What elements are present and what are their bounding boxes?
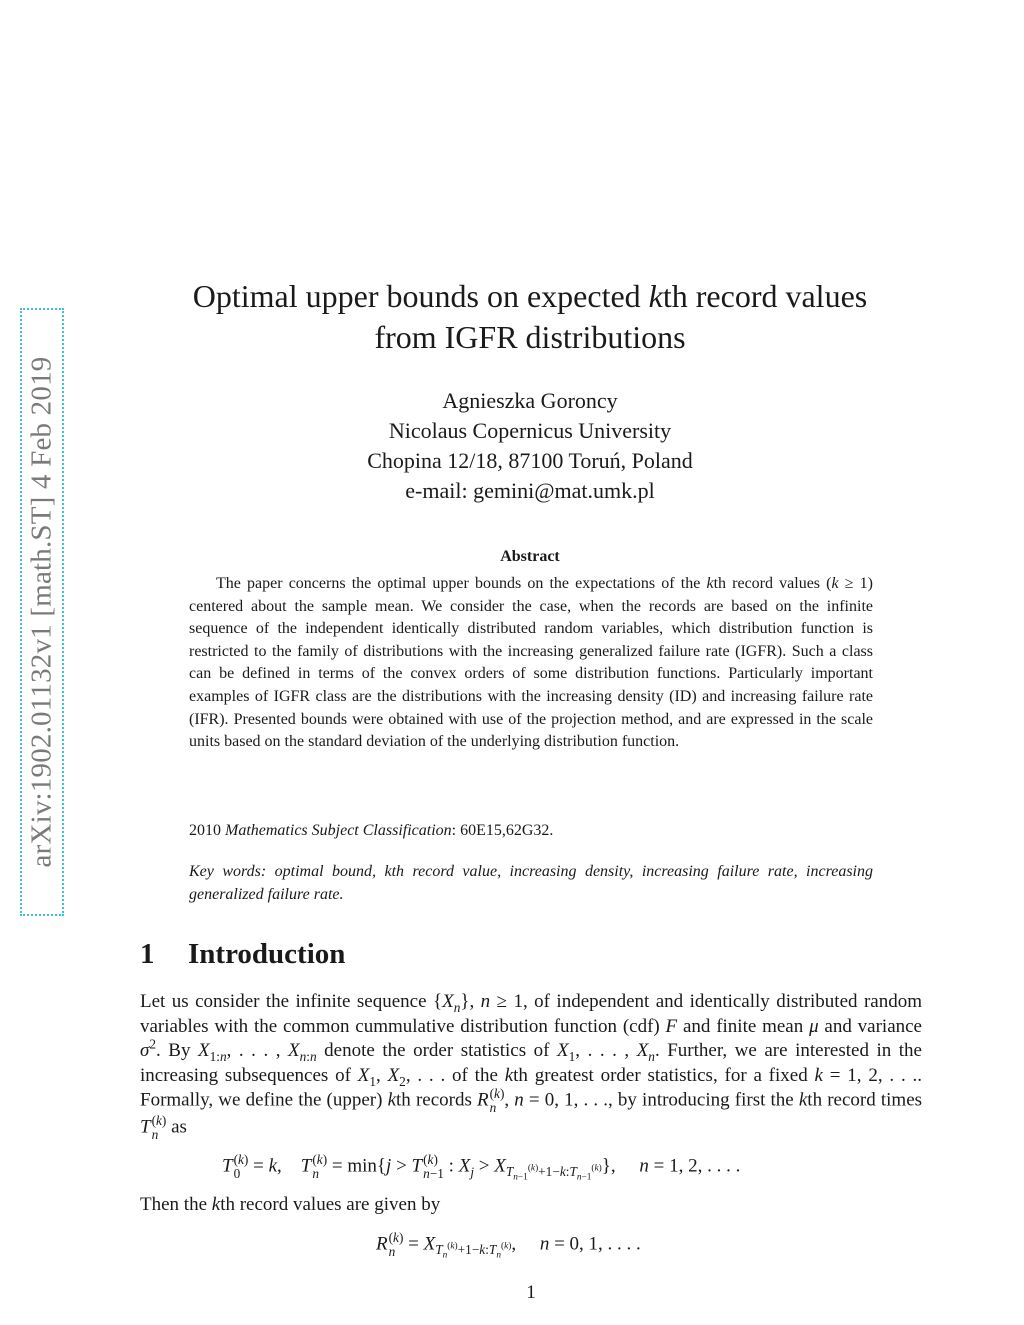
msc-codes: : 60E15,62G32. [451,822,554,839]
msc-label: Mathematics Subject Classification [225,822,452,839]
abstract-text-1: The paper concerns the optimal upper bounds on the expectations of the [216,575,707,592]
title-line1-post: th record values [662,278,868,314]
intro-text: . By [156,1040,199,1061]
record-values-intro-line [140,1194,440,1216]
intro-text: denote the order statistics of [316,1040,558,1061]
title-line2: from IGFR distributions [374,319,686,355]
abstract-text-2: th record values ( [713,575,832,592]
author-address: Chopina 12/18, 87100 Toruń, Poland [367,448,693,473]
section-heading-introduction [140,938,345,971]
intro-text: and finite mean [677,1015,810,1037]
keywords: Key words: optimal bound, kth record value, increasing density, increasing failure rate, increasing generalized failure rate. [189,863,873,903]
arxiv-identifier-text: arXiv:1902.01132v1 [math.ST] 4 Feb 2019 [25,356,58,868]
intro-text: and variance [818,1015,922,1037]
abstract-text-3: ≥ 1) centered about the sample mean. We consider the case, when the records are based on the infinite sequence of the independent identically distributed random variables, which distribution function is restricted to the family of distributions with the increasing generalized failure rate (IGFR). Such a class can be defined in terms of the convex orders of some distribution functions. Particularly important examples of IGFR class are the distributions with the increasing density (ID) and increasing failure rate (IFR). Presented bounds were obtained with use of the projection method, and are expressed in the scale units based on the standard deviation of the underlying distribution function. [189,575,874,751]
intro-text: Let us consider the infinite sequence [140,991,433,1012]
intro-text: of the [445,1064,505,1086]
section-number: 1 [140,938,155,970]
intro-text: . Further, we are interested in the increasing subsequences of [140,1040,922,1086]
equation-record-times: T (k) 0 = k, T (k) n = min{j > T (k) n−1 : $X_j > X_{T_{n-1}^{(k)}+1-k:T_{n-1}^{(k)}}$}, n = 1, 2, . . . . [222,1152,741,1184]
author-name: Agnieszka Goroncy [442,388,618,413]
intro-text: , of independent and identically distributed random variables with the common cummulative distribution function (cdf) [140,991,922,1037]
then-var: k [211,1194,221,1215]
introduction-paragraph: Let us consider the infinite sequence $\{X_n\}$, n ≥ 1, of independent and identically distributed random variables with the common cummulative distribution function (cdf) F and finite mean μ and variance $\sigma^2$. By $X_{1:n}$, . . . , $X_{n:n}$ denote the order statistics of $X_1$, . . . , $X_n$. Further, we are interested in the increasing subsequences of $X_1$, $X_2$, . . . of the kth greatest order statistics, for a fixed k = 1, 2, . . .. Formally, we define the (upper) kth records R (k) n , n = 0, 1, . . ., by introducing first the kth record times T (k) n as [140,991,923,1142]
intro-text: th records [396,1089,477,1111]
title-line1-pre: Optimal upper bounds on expected [192,278,649,314]
intro-text: as [166,1116,187,1138]
intro-text: . Formally, we define the (upper) [140,1064,923,1111]
page-number: 1 [526,1282,536,1303]
section-title: Introduction [188,938,346,970]
title-line1-var: k [648,278,663,314]
intro-text: , by introducing first the [608,1089,799,1111]
author-email: e-mail: gemini@mat.umk.pl [405,478,655,503]
then-pre: Then the [140,1194,212,1215]
msc-year: 2010 [189,822,225,839]
abstract-heading: Abstract [500,548,560,565]
paper-title [140,276,920,358]
abstract-body [189,573,873,754]
equation-record-values: R (k) n = $X_{T_n^{(k)}+1-k:T_n^{(k)}}$, n = 0, 1, . . . . [376,1230,641,1262]
author-block [140,386,920,506]
intro-text: th record times [807,1089,923,1111]
intro-text: th greatest order statistics, for a fixed [513,1064,815,1086]
arxiv-identifier-stamp [20,308,64,916]
author-affiliation: Nicolaus Copernicus University [388,418,672,443]
then-post: th record values are given by [220,1194,441,1215]
abstract-var-k2: k [831,575,839,592]
msc-classification [189,822,873,840]
abstract-var-k1: k [706,575,714,592]
